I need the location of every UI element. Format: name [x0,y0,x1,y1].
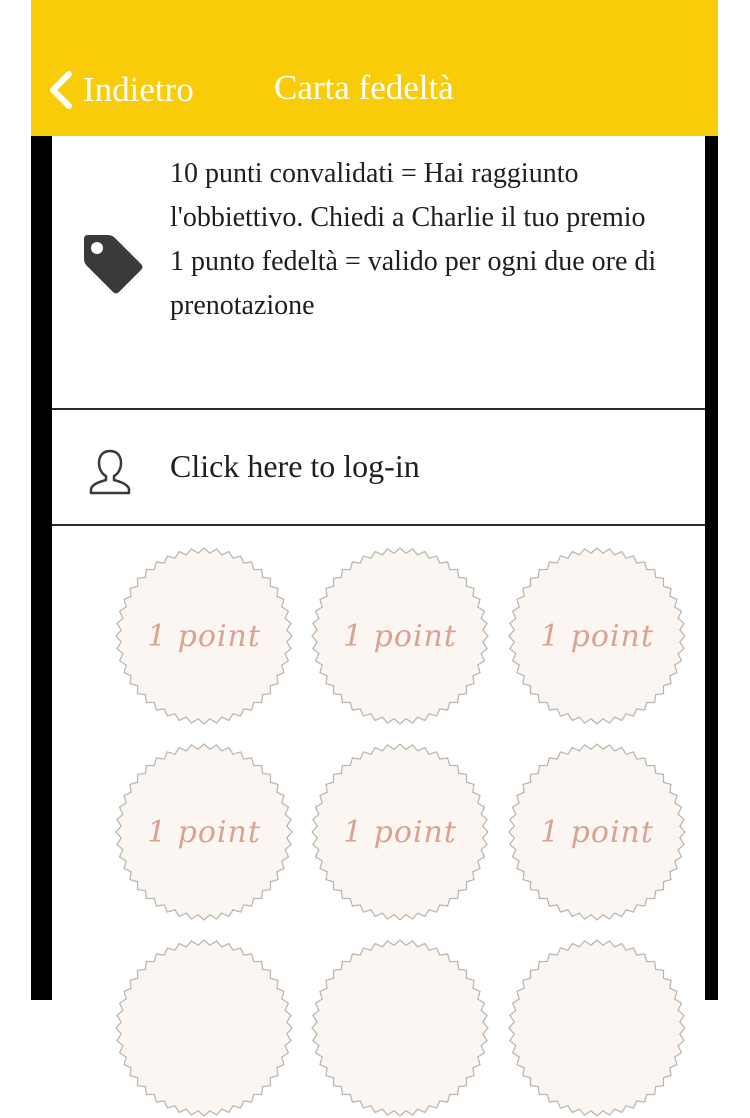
loyalty-stamp [310,742,490,922]
header-bar [31,0,718,136]
chevron-left-icon [47,70,73,110]
back-button[interactable] [47,66,194,114]
stamp-label [507,938,687,1118]
loyalty-stamp [507,938,687,1118]
stamp-label: 1 point [147,814,261,850]
stamp-label: 1 point [540,814,654,850]
user-icon [87,447,133,497]
login-label: Click here to log-in [170,448,420,484]
loyalty-stamp [114,546,294,726]
loyalty-stamp [310,938,490,1118]
stamp-label [310,938,490,1118]
stamp-label: 1 point [343,618,457,654]
loyalty-stamp [507,546,687,726]
screen-frame [31,136,718,1000]
back-label: Indietro [83,70,194,109]
rule-reward: 10 punti convalidati = Hai raggiunto l'obbiettivo. Chiedi a Charlie il tuo premio [170,158,646,233]
stamp-label: 1 point [147,618,261,654]
stamp-label: 1 point [343,814,457,850]
loyalty-info-section [52,136,705,410]
loyalty-rules-text [170,152,690,328]
loyalty-stamp [114,742,294,922]
login-row[interactable] [52,410,705,526]
rule-points: 1 punto fedeltà = valido per ogni due ore di prenotazione [170,246,657,321]
stamp-grid [52,526,705,1000]
page-title: Carta fedeltà [274,68,454,107]
loyalty-stamp [507,742,687,922]
content-area [52,136,705,1000]
price-tag-icon [80,231,144,295]
stamp-label [114,938,294,1118]
stamp-label: 1 point [540,618,654,654]
loyalty-stamp [114,938,294,1118]
loyalty-stamp [310,546,490,726]
